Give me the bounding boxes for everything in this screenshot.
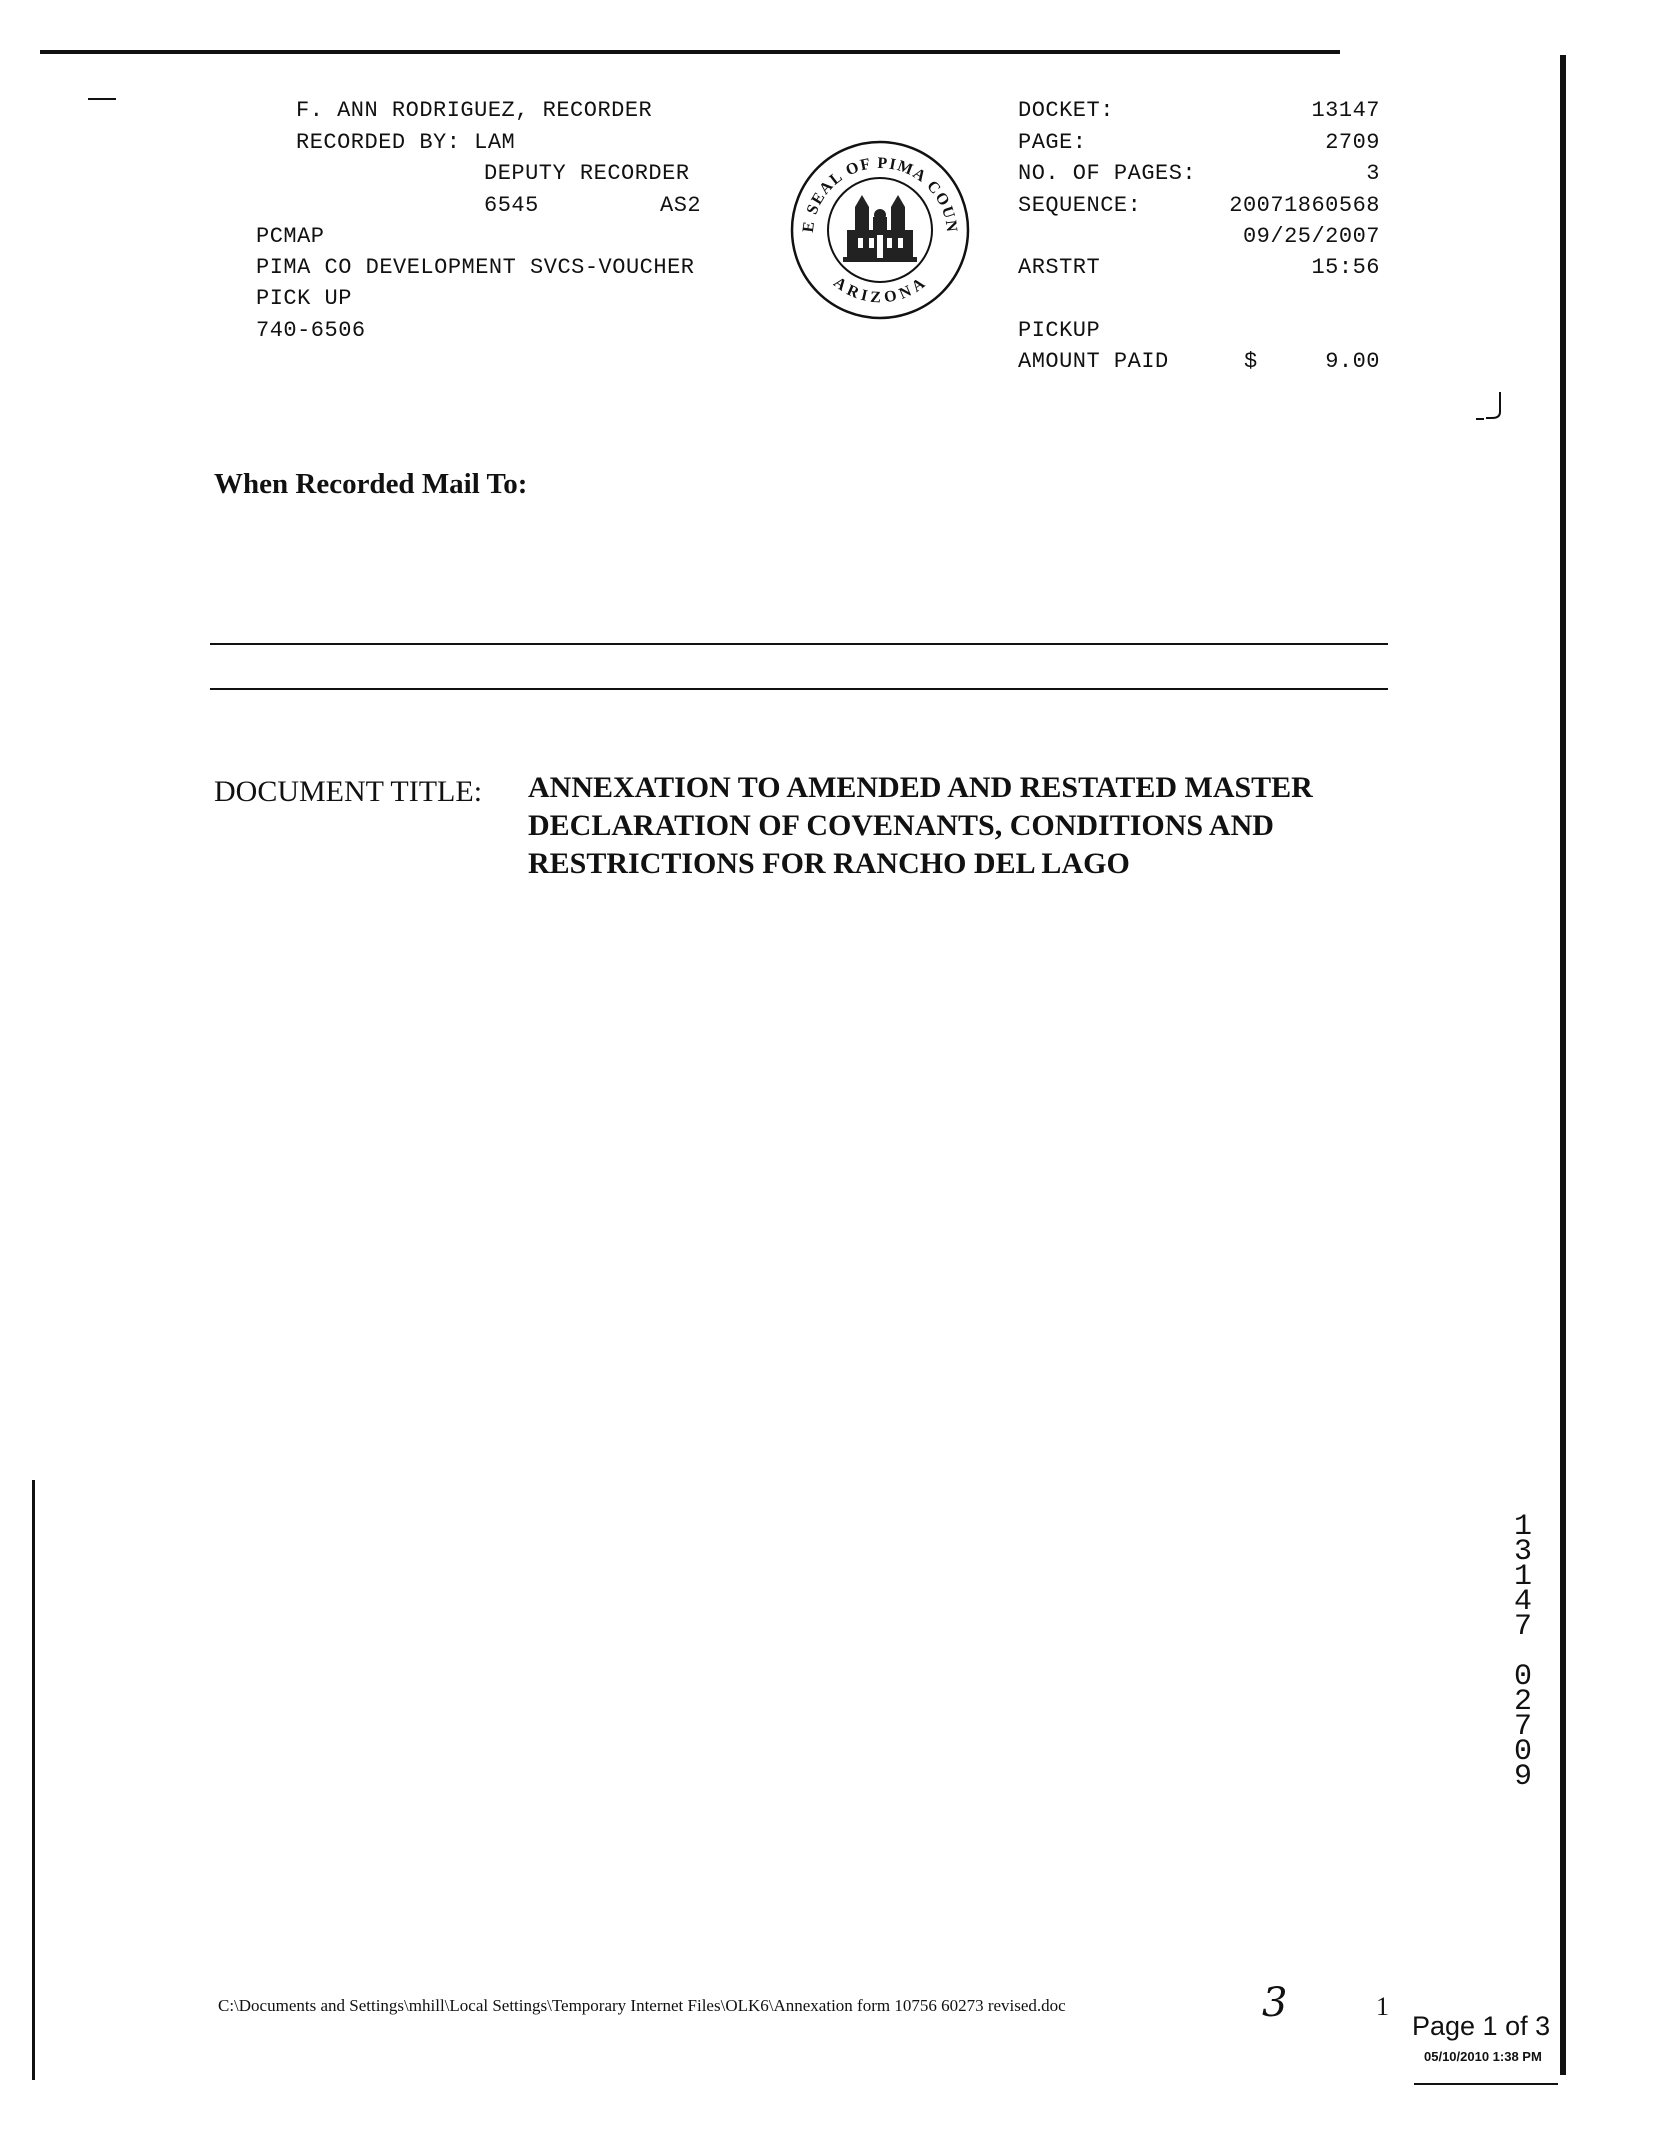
phone-number: 740-6506	[256, 318, 366, 343]
agency-code: PCMAP	[256, 224, 325, 249]
footer-page-number: 1	[1376, 1992, 1389, 2021]
seal-top-text: E SEAL OF PIMA COUN	[799, 154, 961, 235]
corner-mark	[1476, 390, 1504, 420]
mail-to-rule-1	[210, 643, 1388, 645]
left-border-line	[32, 1480, 35, 2080]
seal-bottom-text: ARIZONA	[830, 273, 930, 307]
county-seal	[785, 135, 975, 325]
pickup-line: PICK UP	[256, 286, 352, 311]
stamp-digit: 7	[1513, 1610, 1532, 1644]
stamp-digit: 4	[1513, 1585, 1532, 1619]
stamp-digit: 0	[1513, 1735, 1532, 1769]
docket-label: DOCKET:	[1018, 98, 1114, 123]
recorder-code-2: AS2	[660, 193, 702, 218]
handwritten-number: 3	[1262, 1980, 1288, 2026]
footer-timestamp: 05/10/2010 1:38 PM	[1424, 2049, 1542, 2064]
stamp-digit: 7	[1513, 1710, 1532, 1744]
stamp-digit: 2	[1513, 1685, 1532, 1719]
recorded-by: RECORDED BY: LAM	[296, 130, 516, 155]
arstrt-label: ARSTRT	[1018, 255, 1101, 280]
right-border-line	[1560, 55, 1566, 2075]
sequence-label: SEQUENCE:	[1018, 193, 1142, 218]
amount-label: AMOUNT PAID	[1018, 349, 1169, 374]
stamp-digit: 0	[1513, 1660, 1532, 1694]
vertical-docket-stamp	[1508, 1510, 1538, 1794]
document-title-label: DOCUMENT TITLE:	[214, 775, 483, 808]
document-title-line-2: DECLARATION OF COVENANTS, CONDITIONS AND	[528, 809, 1274, 842]
stamp-digit: 9	[1513, 1760, 1532, 1794]
recorder-code-1: 6545	[484, 193, 539, 218]
mail-to-label: When Recorded Mail To:	[214, 468, 528, 500]
footer-file-path: C:\Documents and Settings\mhill\Local Settings\Temporary Internet Files\OLK6\Annexation form 10756 60273 revised.doc	[218, 1996, 1066, 2015]
recording-time: 15:56	[1311, 255, 1380, 280]
stamp-digit: 3	[1513, 1535, 1532, 1569]
top-border-line	[40, 50, 1340, 54]
top-left-tick	[88, 98, 116, 100]
footer-dash	[1414, 2083, 1558, 2085]
document-title-line-3: RESTRICTIONS FOR RANCHO DEL LAGO	[528, 847, 1130, 880]
mail-to-rule-2	[210, 688, 1388, 690]
document-title-line-1: ANNEXATION TO AMENDED AND RESTATED MASTER	[528, 771, 1313, 804]
agency-name: PIMA CO DEVELOPMENT SVCS-VOUCHER	[256, 255, 695, 280]
stamp-digit: 1	[1513, 1510, 1532, 1544]
recorder-name: F. ANN RODRIGUEZ, RECORDER	[296, 98, 653, 123]
docket-value: 13147	[1311, 98, 1380, 123]
seal-graphic	[785, 135, 975, 325]
page-label: PAGE:	[1018, 130, 1087, 155]
amount-value: 9.00	[1325, 349, 1380, 374]
pages-label: NO. OF PAGES:	[1018, 161, 1197, 186]
currency-symbol: $	[1244, 349, 1258, 374]
page-of-indicator: Page 1 of 3	[1412, 2011, 1551, 2041]
recording-date: 09/25/2007	[1242, 224, 1380, 249]
page-value: 2709	[1325, 130, 1380, 155]
stamp-digit: 1	[1513, 1560, 1532, 1594]
deputy-recorder: DEPUTY RECORDER	[484, 161, 690, 186]
sequence-value: 20071860568	[1229, 193, 1380, 218]
pickup-label: PICKUP	[1018, 318, 1101, 343]
pages-value: 3	[1366, 161, 1380, 186]
